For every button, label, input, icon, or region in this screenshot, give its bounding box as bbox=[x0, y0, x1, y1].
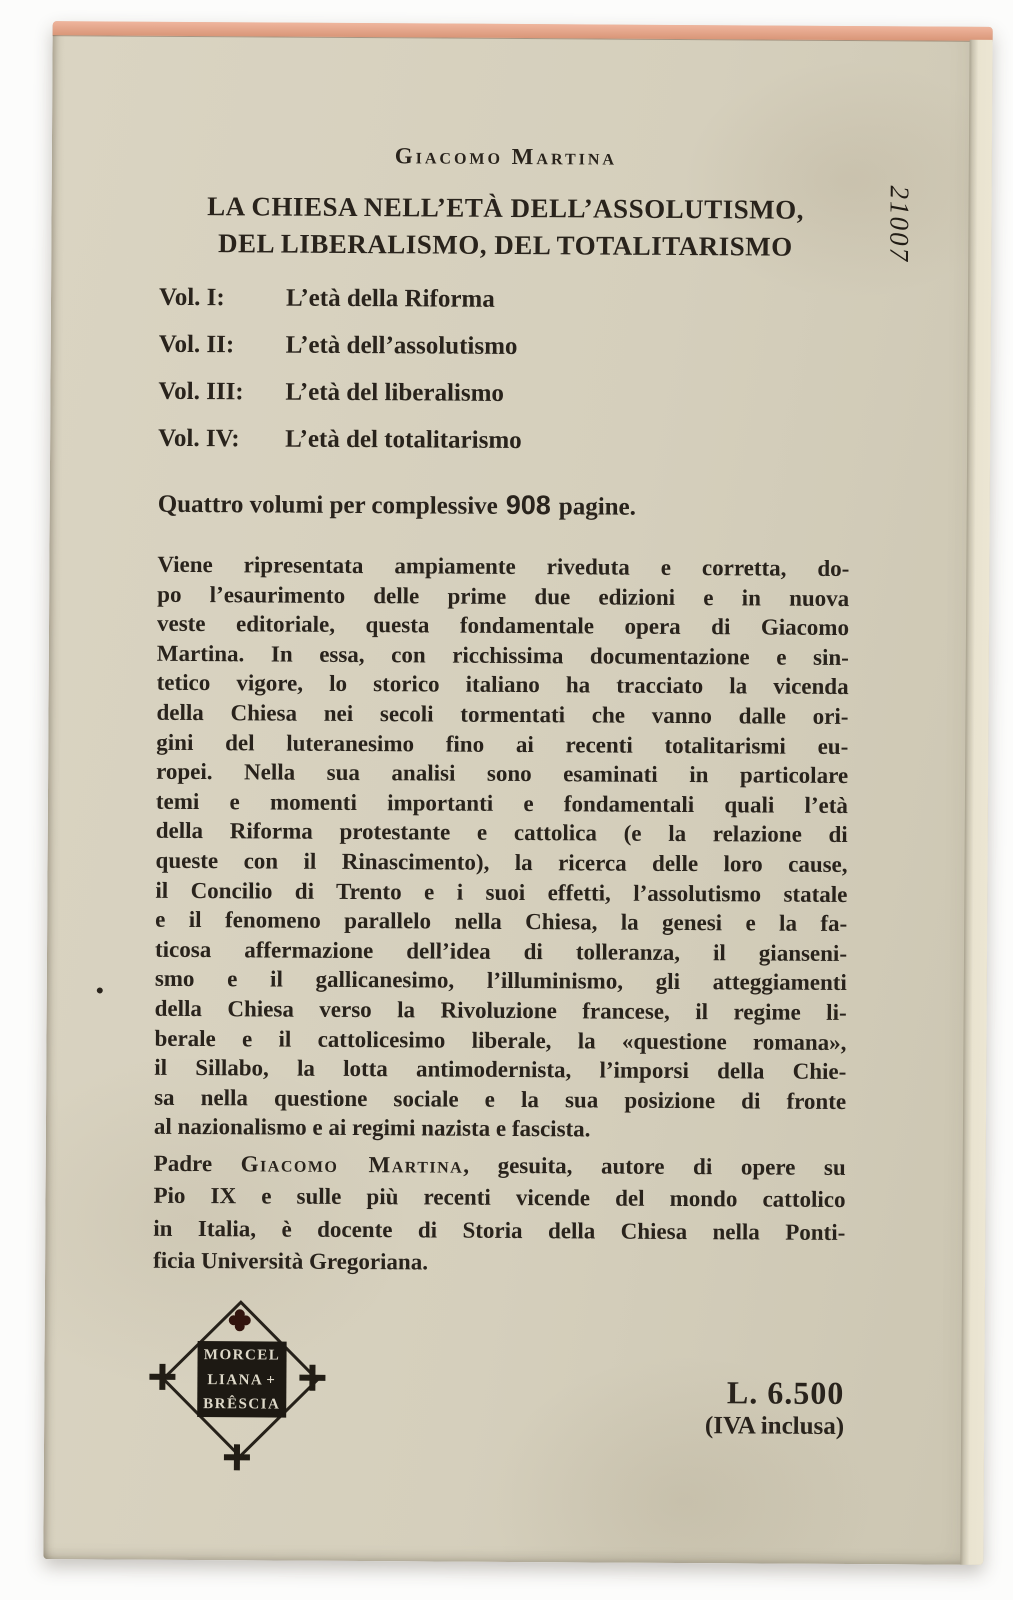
bio-prefix: Padre bbox=[153, 1150, 241, 1177]
price-amount: L. 6.500 bbox=[726, 1374, 845, 1412]
volume-row bbox=[159, 321, 851, 372]
description-line: Martina. In essa, con ricchissima documentazione e sin- bbox=[156, 640, 849, 670]
title-line-1: LA CHIESA NELL’ETÀ DELL’ASSOLUTISMO, bbox=[207, 191, 805, 225]
volume-row bbox=[159, 274, 851, 325]
description-line: smo e il gallicanesimo, l’illuminismo, gli atteggiamenti bbox=[154, 966, 847, 996]
description-line: tetico vigore, lo storico italiano ha tracciato la vicenda bbox=[156, 670, 849, 700]
description-line: temi e momenti importanti e fondamentali quali l’età bbox=[155, 788, 849, 818]
volume-row bbox=[158, 415, 850, 466]
summary-suffix: pagine. bbox=[558, 493, 637, 521]
book-top-edge bbox=[53, 21, 993, 41]
description-line: della Chiesa verso la Rivoluzione francese, il regime li- bbox=[154, 995, 847, 1025]
bio-suffix: , gesuita, autore di opere su bbox=[463, 1152, 846, 1181]
description-line: della Chiesa nei secoli tormentati che vanno dalle ori- bbox=[156, 699, 849, 729]
price-block bbox=[544, 1372, 844, 1442]
bio-line: Pio IX e sulle più recenti vicende del mondo cattolico bbox=[153, 1183, 846, 1213]
description-line: ropei. Nella sua analisi sono esaminati in particolare bbox=[156, 758, 849, 789]
description-paragraph bbox=[154, 550, 850, 1146]
bio-line-1 bbox=[154, 1148, 846, 1185]
cross-ornament-left-icon bbox=[149, 1364, 175, 1390]
volume-label: Vol. III: bbox=[158, 377, 244, 406]
volume-list bbox=[158, 274, 851, 466]
description-line: sa nella questione sociale e la sua posizione di fronte bbox=[154, 1084, 847, 1114]
description-line: queste con il Rinascimento), la ricerca delle loro cause, bbox=[155, 847, 848, 877]
cross-ornament-bottom-icon bbox=[224, 1444, 250, 1470]
price-note: (IVA inclusa) bbox=[704, 1412, 845, 1441]
volumes-summary bbox=[158, 488, 850, 524]
volume-title: L’età del totalitarismo bbox=[285, 425, 522, 455]
logo-plate bbox=[197, 1341, 286, 1418]
margin-dot bbox=[97, 987, 103, 993]
volume-row bbox=[158, 368, 850, 419]
book-title bbox=[151, 188, 859, 266]
description-line: po l’esaurimento delle prime due edizioni e in nuova bbox=[157, 581, 850, 611]
author-name: Giacomo Martina bbox=[394, 143, 618, 170]
description-line: ticosa affermazione dell’idea di tolleranza, il gianseni- bbox=[154, 936, 848, 966]
bio-line: in Italia, è docente di Storia della Chiesa nella Ponti- bbox=[153, 1215, 846, 1245]
volume-label: Vol. II: bbox=[158, 330, 235, 359]
author-bio bbox=[153, 1148, 846, 1282]
bio-line: ficia Università Gregoriana. bbox=[153, 1247, 429, 1275]
description-line: della Riforma protestante e cattolica (e la relazione di bbox=[155, 818, 848, 848]
volume-title: L’età della Riforma bbox=[285, 284, 495, 313]
description-line: Viene ripresentata ampiamente riveduta e corretta, do- bbox=[157, 551, 850, 582]
bio-lines bbox=[153, 1180, 846, 1281]
publisher-logo bbox=[132, 1271, 343, 1502]
volume-title: L’età del liberalismo bbox=[285, 378, 505, 407]
logo-inner-cross-icon: + bbox=[266, 1371, 277, 1389]
cross-ornament-right-icon bbox=[299, 1365, 325, 1391]
logo-line-3: BRÊSCIA bbox=[203, 1396, 281, 1413]
description-line: e il fenomeno parallelo nella Chiesa, la genesi e la fa- bbox=[155, 906, 848, 937]
volume-title: L’età dell’assolutismo bbox=[285, 331, 518, 360]
description-line: berale e il cattolicesimo liberale, la «questione romana», bbox=[154, 1025, 847, 1055]
title-line-2: DEL LIBERALISMO, DEL TOTALITARISMO bbox=[217, 228, 793, 262]
book-page-edge bbox=[960, 40, 992, 1565]
logo-line-1: MORCEL bbox=[203, 1347, 281, 1364]
volume-label: Vol. IV: bbox=[158, 424, 240, 453]
description-line: il Sillabo, la lotta antimodernista, l’imporsi della Chie- bbox=[154, 1054, 847, 1085]
pages-count: 908 bbox=[505, 489, 551, 521]
quatrefoil-ornament-icon bbox=[235, 1315, 245, 1325]
volume-label: Vol. I: bbox=[158, 283, 225, 312]
description-line: il Concilio di Trento e i suoi effetti, l’assolutismo statale bbox=[155, 877, 848, 907]
catalog-number: 21007 bbox=[884, 185, 915, 264]
logo-line-2: LIANA + bbox=[207, 1371, 277, 1389]
description-line: gini del luteranesimo fino ai recenti totalitarismi eu- bbox=[156, 729, 849, 759]
description-line: al nazionalismo e ai regimi nazista e fascista. bbox=[153, 1114, 591, 1142]
summary-prefix: Quattro volumi per complessive bbox=[157, 490, 498, 520]
description-line: veste editoriale, questa fondamentale opera di Giacomo bbox=[156, 610, 850, 641]
book-back-cover bbox=[43, 21, 992, 1565]
bio-author-name: Giacomo Martina bbox=[240, 1151, 464, 1178]
